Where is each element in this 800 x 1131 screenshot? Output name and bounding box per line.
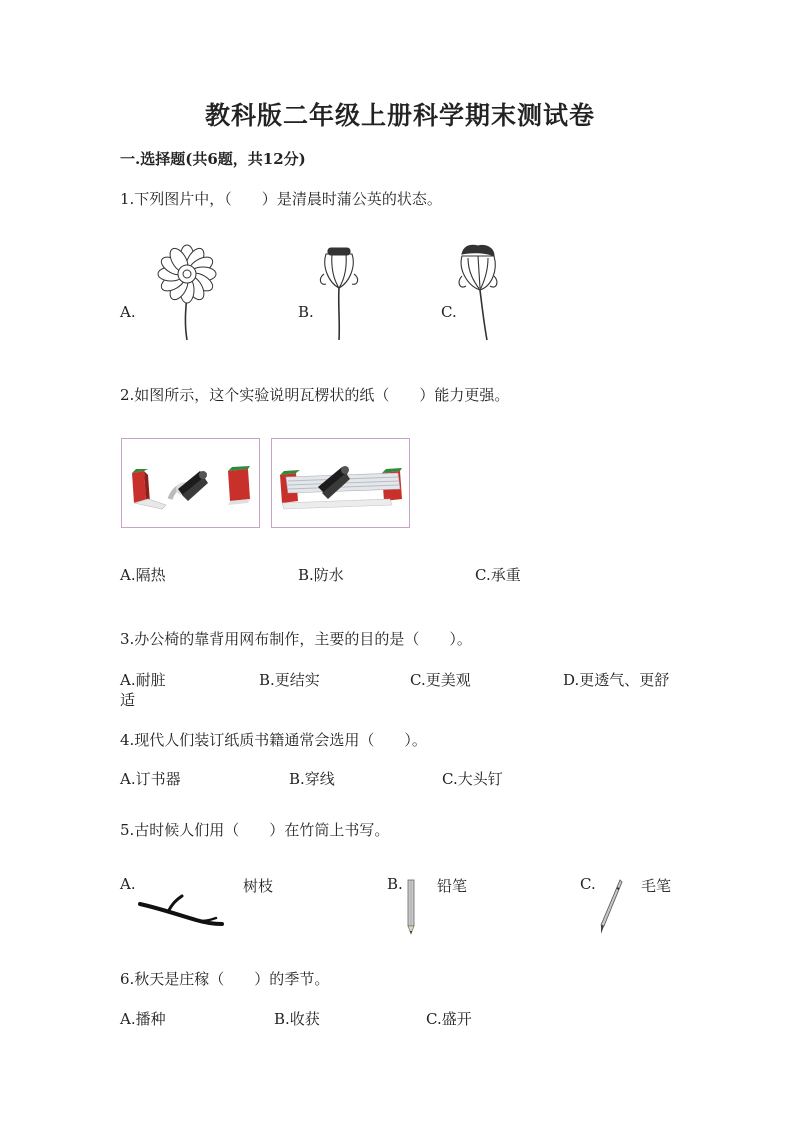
q6-option-c[interactable]: C.盛开 xyxy=(426,1010,472,1028)
pencil-icon xyxy=(405,878,417,936)
q2-option-b[interactable]: B.防水 xyxy=(298,566,344,584)
q5-option-a[interactable]: A. xyxy=(120,875,136,893)
q6-option-b[interactable]: B.收获 xyxy=(274,1010,320,1028)
tree-branch-icon xyxy=(138,894,224,930)
q3-option-b[interactable]: B.更结实 xyxy=(259,671,320,689)
q1-option-c[interactable]: C. xyxy=(441,303,457,321)
q3-option-d-continued: 适 xyxy=(120,691,136,709)
question-2-text: 2.如图所示，这个实验说明瓦楞状的纸（ ）能力更强。 xyxy=(120,386,510,404)
q3-option-d[interactable]: D.更透气、更舒 xyxy=(563,671,670,689)
q2-option-c[interactable]: C.承重 xyxy=(475,566,521,584)
q6-option-a[interactable]: A.播种 xyxy=(120,1010,166,1028)
q4-option-c[interactable]: C.大头钉 xyxy=(442,770,503,788)
q1-option-a[interactable]: A. xyxy=(120,303,136,321)
flat-paper-experiment-photo xyxy=(121,438,260,528)
q5-option-b-label: 铅笔 xyxy=(437,877,468,895)
closed-dandelion-bud-icon xyxy=(314,244,364,342)
half-open-dandelion-icon xyxy=(454,242,502,342)
q5-option-c-label: 毛笔 xyxy=(641,877,672,895)
open-dandelion-icon xyxy=(140,242,235,342)
question-6-text: 6.秋天是庄稼（ ）的季节。 xyxy=(120,970,330,988)
corrugated-paper-experiment-photo xyxy=(271,438,410,528)
q3-option-c[interactable]: C.更美观 xyxy=(410,671,471,689)
question-3-text: 3.办公椅的靠背用网布制作，主要的目的是（ ）。 xyxy=(120,630,472,648)
q5-option-b[interactable]: B. xyxy=(387,875,403,893)
q5-option-a-label: 树枝 xyxy=(243,877,274,895)
q3-option-a[interactable]: A.耐脏 xyxy=(120,671,166,689)
question-5-text: 5.古时候人们用（ ）在竹筒上书写。 xyxy=(120,821,390,839)
brush-pen-icon xyxy=(597,878,625,936)
question-4-text: 4.现代人们装订纸质书籍通常会选用（ ）。 xyxy=(120,731,427,749)
q2-option-a[interactable]: A.隔热 xyxy=(120,566,166,584)
q5-option-c[interactable]: C. xyxy=(580,875,596,893)
q4-option-a[interactable]: A.订书器 xyxy=(120,770,181,788)
q1-option-b[interactable]: B. xyxy=(298,303,314,321)
page-title: 教科版二年级上册科学期末测试卷 xyxy=(204,101,595,130)
section-heading: 一.选择题(共6题，共12分) xyxy=(120,150,306,168)
q4-option-b[interactable]: B.穿线 xyxy=(289,770,335,788)
question-1-text: 1.下列图片中，（ ）是清晨时蒲公英的状态。 xyxy=(120,190,442,208)
